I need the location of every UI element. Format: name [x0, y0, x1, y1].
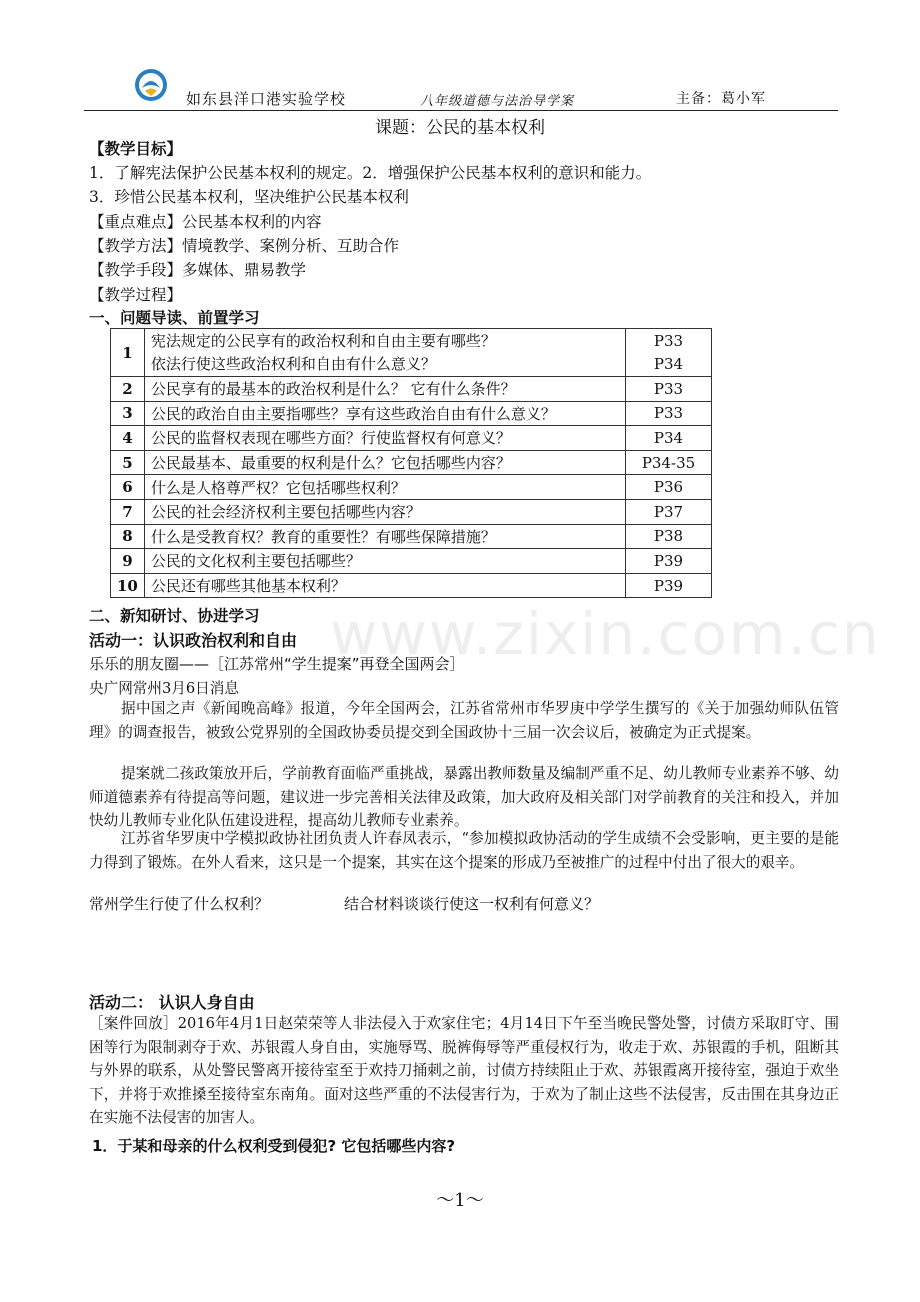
question-number: 4 [111, 426, 145, 451]
school-name: 如东县洋口港实验学校 [186, 90, 347, 108]
grade-label: 八年级道德与法治导学案 [420, 94, 575, 109]
means-line: 【教学手段】多媒体、鼎易教学 [89, 261, 307, 279]
page-title: 课题：公民的基本权利 [375, 118, 545, 138]
question-text: 公民的政治自由主要指哪些？享有这些政治自由有什么意义？ [144, 401, 625, 426]
question-text: 公民享有的最基本的政治权利是什么？ 它有什么条件？ [144, 377, 625, 402]
page-ref: P33 [626, 401, 712, 426]
page-ref: P38 [626, 524, 712, 549]
process-heading: 【教学过程】 [89, 286, 183, 304]
page-header [84, 64, 838, 111]
activity-1-question-2: 结合材料谈谈行使这一权利有何意义？ [344, 895, 600, 913]
question-number: 6 [111, 475, 145, 500]
goals-heading: 【教学目标】 [89, 139, 183, 158]
case-paragraph: ［案件回放］2016年4月1日赵荣荣等人非法侵入于欢家住宅；4月14日下午至当晚民警处警，讨债方采取盯守、围困等行为限制剥夺于欢、苏银霞人身自由，实施辱骂、脱裤侮辱等严重侵权行为，收走于欢、苏银霞的手机，阻断其与外界的联系，从处警民警离开接待室至于欢持刀捅刺之前，讨债方持续阻止于欢、苏银霞离开接待室，强迫于欢坐下，并将于欢推搡至接待室东南角。面对这些严重的不法侵害行为，于欢为了制止这些不法侵害，反击围在其身边正在实施不法侵害的加害人。 [89, 1015, 839, 1126]
question-table [110, 328, 712, 598]
question-text: 公民还有哪些其他基本权利？ [144, 573, 625, 598]
news-title: 乐乐的朋友圈——［江苏常州“学生提案”再登全国两会］ [89, 655, 465, 673]
news-source: 央广网常州3月6日消息 [89, 680, 239, 697]
school-logo-icon [134, 68, 168, 102]
question-text: 公民的监督权表现在哪些方面？行使监督权有何意义？ [144, 426, 625, 451]
page-ref: P33 [626, 377, 712, 402]
news-paragraph-2: 提案就二孩政策放开后，学前教育面临严重挑战，暴露出教师数量及编制严重不足、幼儿教师专业素养不够、幼师道德素养有待提高等问题，建议进一步完善相关法律及政策，加大政府及相关部门对学前教育的关注和投入，并加快幼儿教师专业化队伍建设进程，提高幼儿教师专业素养。 [89, 765, 839, 829]
table-row [111, 426, 712, 451]
question-text: 公民的社会经济权利主要包括哪些内容？ [144, 499, 625, 524]
question-number: 3 [111, 401, 145, 426]
question-number: 8 [111, 524, 145, 549]
watermark: www.zixin.com.cn [330, 600, 881, 668]
table-row [111, 329, 712, 377]
table-row [111, 549, 712, 574]
question-text: 公民的文化权利主要包括哪些？ [144, 549, 625, 574]
question-number: 10 [111, 573, 145, 598]
page-ref: P39 [626, 573, 712, 598]
page-ref [626, 329, 712, 377]
section-1-heading: 一、问题导读、前置学习 [89, 309, 260, 327]
news-paragraph-3: 江苏省华罗庚中学模拟政协社团负责人许春凤表示，“参加模拟政协活动的学生成绩不会受影响，更主要的是能力得到了锻炼。在外人看来，这只是一个提案，其实在这个提案的形成乃至被推广的过程中付出了很大的艰辛。 [89, 830, 839, 871]
author-label: 主备：葛小军 [676, 91, 766, 107]
page-ref: P36 [626, 475, 712, 500]
table-row [111, 401, 712, 426]
question-text: 公民最基本、最重要的权利是什么？它包括哪些内容？ [144, 450, 625, 475]
table-row [111, 475, 712, 500]
question-number: 7 [111, 499, 145, 524]
activity-1-heading: 活动一：认识政治权利和自由 [89, 631, 298, 650]
question-line: 依法行使这些政治权利和自由有什么意义？ [150, 354, 436, 373]
news-paragraph-1: 据中国之声《新闻晚高峰》报道，今年全国两会，江苏省常州市华罗庚中学学生撰写的《关于加强幼师队伍管理》的调查报告，被致公党界别的全国政协委员提交到全国政协十三届一次会议后，被确定为正式提案。 [89, 700, 839, 741]
page-ref: P34-35 [626, 450, 712, 475]
question-line: 宪法规定的公民享有的政治权利和自由主要有哪些？ [150, 331, 496, 350]
goal-line-2: 3．珍惜公民基本权利，坚决维护公民基本权利 [89, 188, 409, 206]
question-text [144, 329, 625, 377]
page-ref: P34 [626, 426, 712, 451]
activity-2-question: 1．于某和母亲的什么权利受到侵犯? 它包括哪些内容? [92, 1137, 456, 1155]
page-ref: P39 [626, 549, 712, 574]
page-number: ～1～ [436, 1190, 484, 1211]
question-text: 什么是受教育权？教育的重要性？有哪些保障措施？ [144, 524, 625, 549]
question-number: 2 [111, 377, 145, 402]
question-number: 5 [111, 450, 145, 475]
keypoint-line: 【重点难点】公民基本权利的内容 [89, 213, 322, 231]
method-line: 【教学方法】情境教学、案例分析、互助合作 [89, 237, 400, 255]
question-number: 1 [111, 329, 145, 377]
table-row [111, 450, 712, 475]
page-ref-line: P33 [653, 331, 684, 350]
goal-line-1: 1．了解宪法保护公民基本权利的规定。2．增强保护公民基本权利的意识和能力。 [89, 164, 652, 182]
table-row [111, 377, 712, 402]
page-ref: P37 [626, 499, 712, 524]
activity-1-question-1: 常州学生行使了什么权利？ [89, 895, 270, 913]
question-text: 什么是人格尊严权？它包括哪些权利？ [144, 475, 625, 500]
table-row [111, 573, 712, 598]
table-row [111, 499, 712, 524]
page-ref-line: P34 [653, 354, 684, 373]
table-row [111, 524, 712, 549]
section-2-heading: 二、新知研讨、协进学习 [89, 607, 260, 625]
question-number: 9 [111, 549, 145, 574]
activity-2-heading: 活动二： 认识人身自由 [89, 993, 255, 1012]
